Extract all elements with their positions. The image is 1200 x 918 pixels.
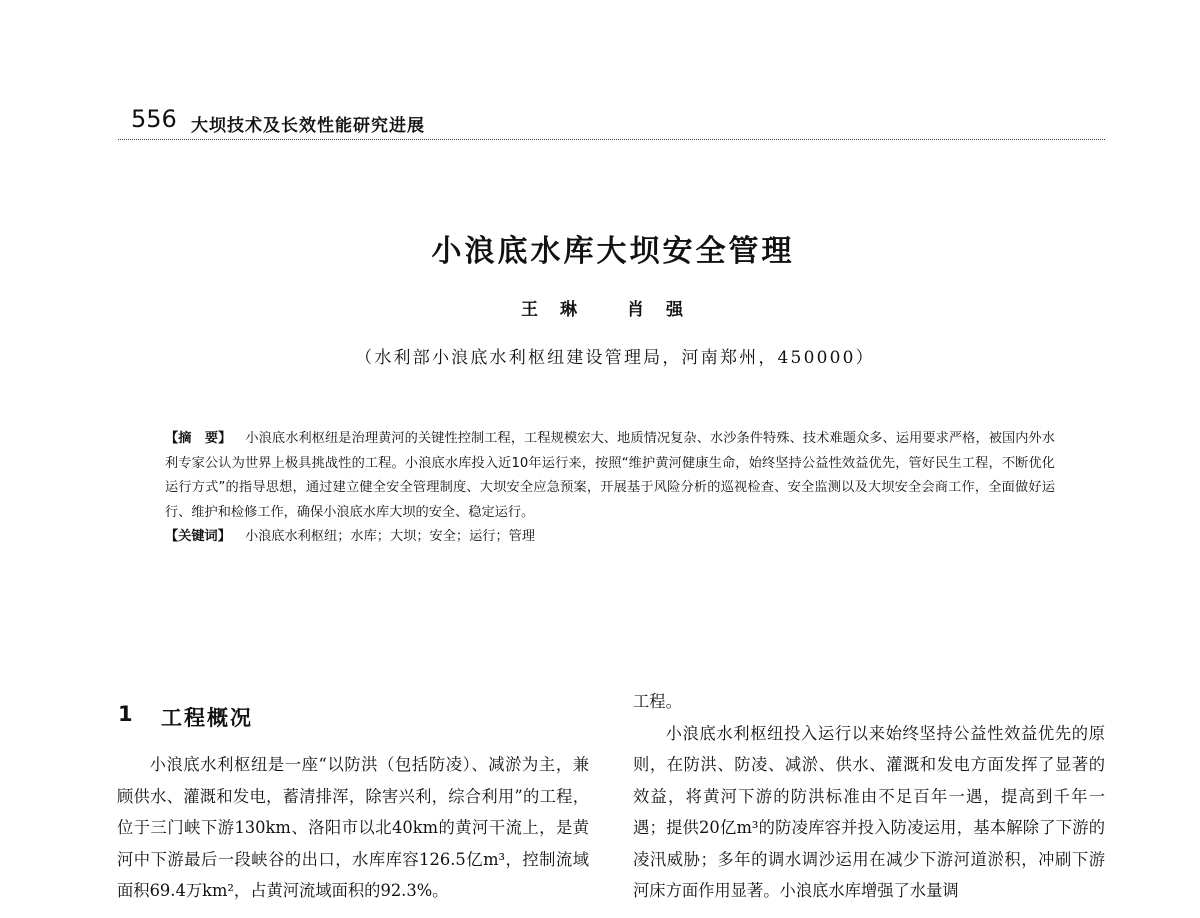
keywords-text: 小浪底水利枢纽；水库；大坝；安全；运行；管理 — [244, 529, 536, 544]
section-title: 工程概况 — [161, 706, 253, 730]
keywords-label: 【关键词】 — [165, 529, 231, 544]
abstract-text: 小浪底水利枢纽是治理黄河的关键性控制工程，工程规模宏大、地质情况复杂、水沙条件特殊、技术难题众多、运用要求严格，被国内外水利专家公认为世界上极具挑战性的工程。小浪底水库投入近10年运行来，按照“维护黄河健康生命，始终坚持公益性效益优先，管好民生工程，不断优化运行方式”的指导思想，通过建立健全安全管理制度、大坝安全应急预案，开展基于风险分析的巡视检查、安全监测以及大坝安全会商工作，全面做好运行、维护和检修工作，确保小浪底水库大坝的安全、稳定运行。 — [165, 431, 1055, 520]
header-divider — [118, 139, 1105, 140]
abstract-label: 【摘 要】 — [165, 431, 232, 446]
series-title: 大坝技术及长效性能研究进展 — [191, 116, 425, 136]
abstract-block — [165, 427, 1055, 550]
keywords-paragraph — [165, 525, 1055, 550]
body-paragraph: 小浪底水利枢纽投入运行以来始终坚持公益性效益优先的原则，在防洪、防凌、减淤、供水、灌溉和发电方面发挥了显著的效益，将黄河下游的防洪标准由不足百年一遇，提高到千年一遇；提供20亿m³的防凌库容并投入防凌运用，基本解除了下游的凌汛威胁；多年的调水调沙运用在减少下游河道淤积，冲刷下游河床方面作用显著。小浪底水库增强了水量调 — [633, 723, 1105, 900]
body-paragraph: 小浪底水利枢纽是一座“以防洪（包括防凌）、减淤为主，兼顾供水、灌溉和发电，蓄清排浑，除害兴利，综合利用”的工程，位于三门峡下游130km、洛阳市以北40km的黄河干流上，是黄河中下游最后一段峡谷的出口，水库库容126.5亿m³，控制流域面积69.4万km²，占黄河流域面积的92.3%。 — [117, 755, 589, 900]
article-affiliation: （水利部小浪底水利枢纽建设管理局，河南郑州，450000） — [355, 348, 875, 368]
page-number: 556 — [131, 105, 177, 133]
article-title: 小浪底水库大坝安全管理 — [431, 234, 795, 269]
abstract-paragraph — [165, 427, 1055, 525]
left-column — [117, 749, 589, 907]
section-number: 1 — [118, 702, 133, 726]
body-continuation: 工程。 — [633, 692, 682, 711]
article-authors: 王琳 肖强 — [521, 300, 705, 320]
right-column — [633, 686, 1105, 907]
